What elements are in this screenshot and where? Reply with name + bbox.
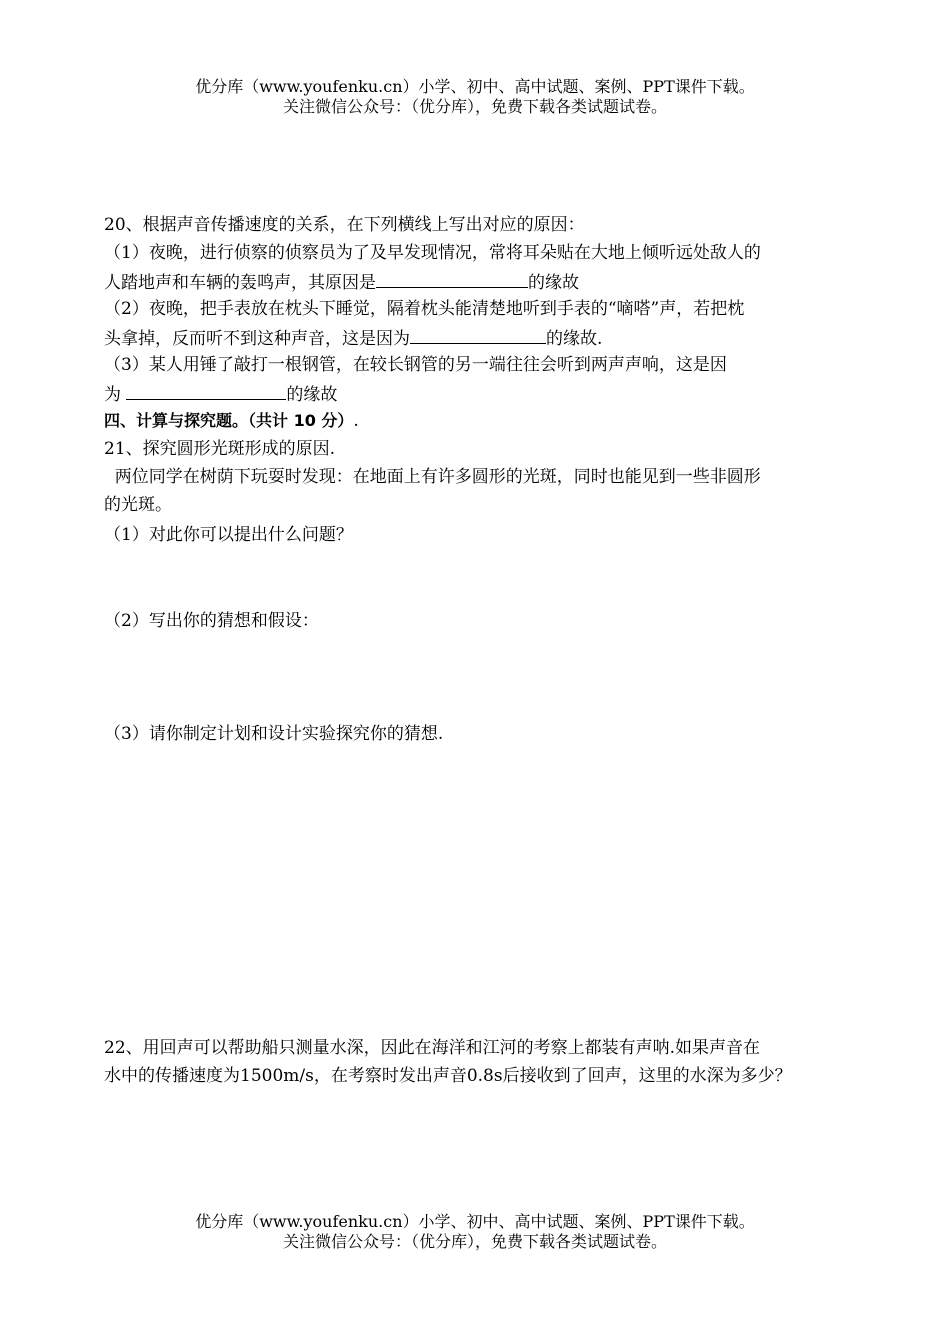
section-4-title-tail: . [353,411,359,431]
q20-part1-suffix: 的缘故 [528,273,579,293]
q20-part3-line2 [104,382,864,406]
q20-part2-answer-blank[interactable] [410,326,546,344]
page-header [0,77,950,117]
footer-line-1: 优分库（www.youfenku.cn）小学、初中、高中试题、案例、PPT课件下载。 [195,1212,755,1231]
q20-part1-prefix: 人踏地声和车辆的轰鸣声，其原因是 [104,273,376,293]
q20-part1-line1: （1）夜晚，进行侦察的侦察员为了及早发现情况，常将耳朵贴在大地上倾听远处敌人的 [104,243,761,263]
q21-intro-line2: 的光斑。 [104,495,172,515]
page-footer [0,1212,950,1252]
header-line-1: 优分库（www.youfenku.cn）小学、初中、高中试题、案例、PPT课件下载。 [195,77,755,96]
q20-part1-answer-blank[interactable] [376,270,528,288]
footer-line-2: 关注微信公众号：（优分库），免费下载各类试题试卷。 [282,1232,667,1251]
q21-title: 21、探究圆形光斑形成的原因. [104,439,336,459]
q22-line1: 22、用回声可以帮助船只测量水深，因此在海洋和江河的考察上都装有声呐.如果声音在 [104,1038,761,1058]
section-4-heading [104,410,864,432]
q22-line2: 水中的传播速度为1500m/s，在考察时发出声音0.8s后接收到了回声，这里的水深为多少？ [104,1066,792,1086]
q21-intro-line1: 两位同学在树荫下玩耍时发现：在地面上有许多圆形的光斑，同时也能见到一些非圆形 [104,467,761,487]
header-line-2: 关注微信公众号：（优分库），免费下载各类试题试卷。 [282,97,667,116]
section-4-title: 四、计算与探究题。（共计 10 分） [104,411,354,430]
q20-part3-answer-blank[interactable] [126,382,286,400]
q21-sub2: （2）写出你的猜想和假设： [104,611,319,631]
q21-sub3: （3）请你制定计划和设计实验探究你的猜想. [104,724,444,744]
q20-part2-suffix: 的缘故. [546,329,603,349]
q20-part2-prefix: 头拿掉，反而听不到这种声音，这是因为 [104,329,410,349]
q21-sub1: （1）对此你可以提出什么问题？ [104,525,353,545]
q20-part3-prefix: 为 [104,385,127,405]
q20-part2-line2 [104,326,864,350]
q20-part1-line2 [104,270,864,294]
q20-part3-suffix: 的缘故 [286,385,338,405]
q20-part2-line1: （2）夜晚，把手表放在枕头下睡觉，隔着枕头能清楚地听到手表的“嘀嗒”声，若把枕 [104,299,745,319]
q20-title: 20、根据声音传播速度的关系，在下列横线上写出对应的原因： [104,215,585,235]
q20-part3-line1: （3）某人用锤了敲打一根钢管，在较长钢管的另一端往往会听到两声声响，这是因 [104,355,727,375]
